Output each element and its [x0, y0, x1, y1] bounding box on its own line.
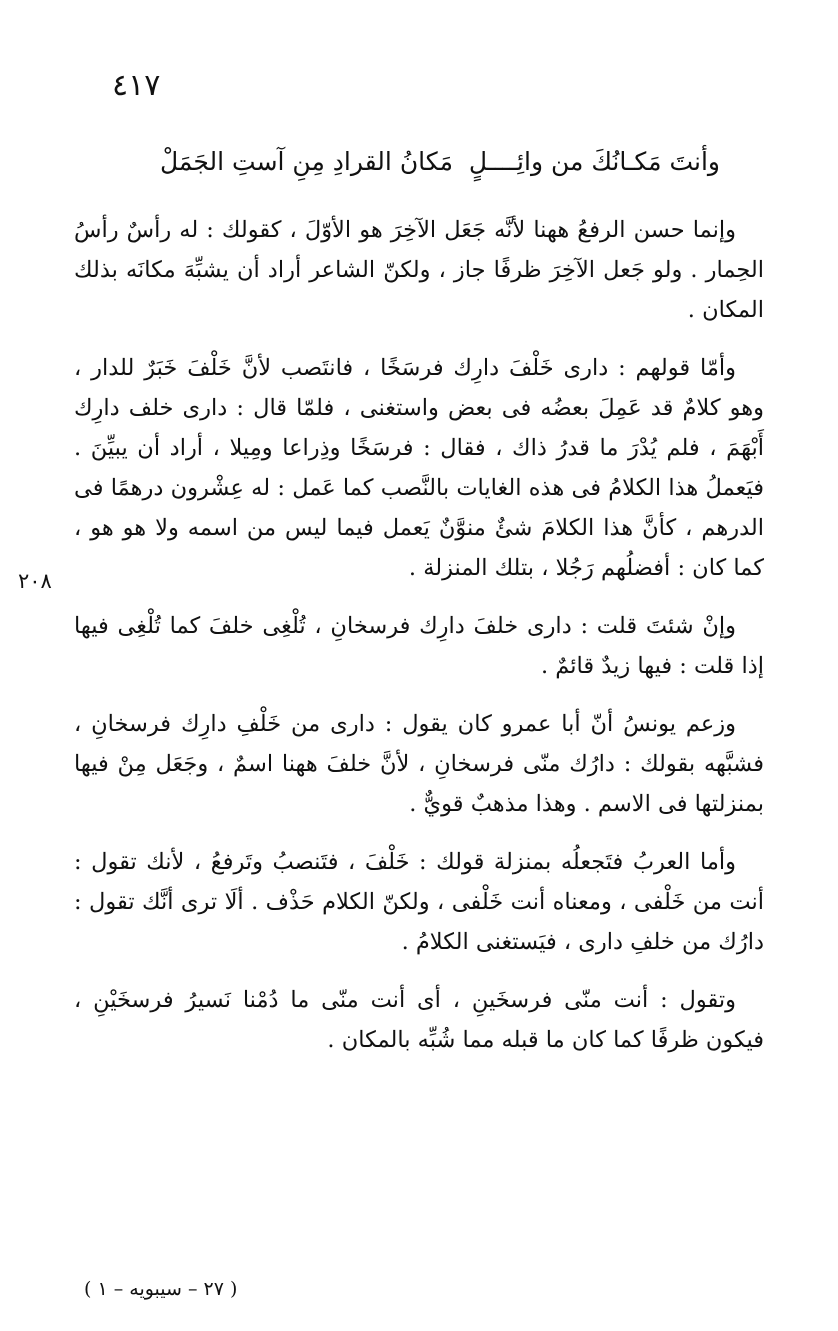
body-text [74, 210, 764, 1078]
verse-hemistich-second: مَكانُ القرادِ مِنِ آستِ الجَمَلْ [160, 147, 453, 176]
paragraph: وإنْ شئتَ قلت : دارى خلفَ دارِك فرسخانِ ، تُلْغِى خلفَ كما تُلْغِى فيها إذا قلت : فيها زيدٌ قائمٌ . [74, 613, 764, 679]
paragraph: وأما العربُ فتَجعلُه بمنزلة قولك : خَلْفَ ، فتَنصبُ وتَرفعُ ، لأنك تقول : أنت من خَلْفى ، ومعناه أنت خَلْفى ، ولكنّ الكلام حَذْف . ألَا ترى أنَّك تقول : دارُك من خلفِ دارى ، فيَستغنى الكلامُ . [74, 849, 764, 955]
paragraph: وزعم يونسُ أنّ أبا عمرو كان يقول : دارى من خَلْفِ دارِك فرسخانِ ، فشبَّهه بقولك : دارُك منّى فرسخانِ ، لأنَّ خلفَ ههنا اسمٌ ، وجَعَل مِنْ فيها بمنزلتها فى الاسم . وهذا مذهبٌ قويٌّ . [74, 711, 764, 817]
paragraph: وإنما حسن الرفعُ ههنا لأنَّه جَعَل الآخِرَ هو الأوّلَ ، كقولك : له رأسٌ رأسُ الحِمار . ولو جَعل الآخِرَ ظرفًا جاز ، ولكنّ الشاعر أراد أن يشبِّهَ مكانَه بذلك المكان . [74, 217, 764, 323]
page-number: ٤١٧ [112, 68, 161, 103]
paragraph: وتقول : أنت منّى فرسخَينِ ، أى أنت منّى ما دُمْنا نَسيرُ فرسخَيْنِ ، فيكون ظرفًا كما كان ما قبله مما شُبِّه بالمكان . [74, 987, 764, 1053]
margin-reference-number: ٢٠٨ [18, 569, 52, 593]
signature-footer: ( ٢٧ – سيبويه – ١ ) [84, 1278, 238, 1300]
poetry-verse [160, 140, 720, 184]
paragraph: وأمّا قولهم : دارى خَلْفَ دارِك فرسَخًا ، فانتَصب لأنَّ خَلْفَ خَبَرٌ للدار ، وهو كلامٌ قد عَمِلَ بعضُه فى بعض واستغنى ، فلمّا قال : دارى خلف دارِك أَبْهَمَ ، فلم يُدْرَ ما قدرُ ذاك ، فقال : فرسَخًا وذِراعا ومِيلا ، أراد أن يبيِّنَ . فيَعملُ هذا الكلامُ فى هذه الغايات بالنَّصب كما عَمل : له عِشْرون درهمًا فى الدرهم ، كأنَّ هذا الكلامَ شئٌ منوَّنٌ يَعمل فيما ليس من اسمه ولا هو هو ، كما كان : أفضلُهم رَجُلا ، بتلك المنزلة . [74, 355, 764, 581]
verse-hemistich-first: وأنتَ مَكـانُكَ من وائِــــلٍ [468, 147, 720, 176]
